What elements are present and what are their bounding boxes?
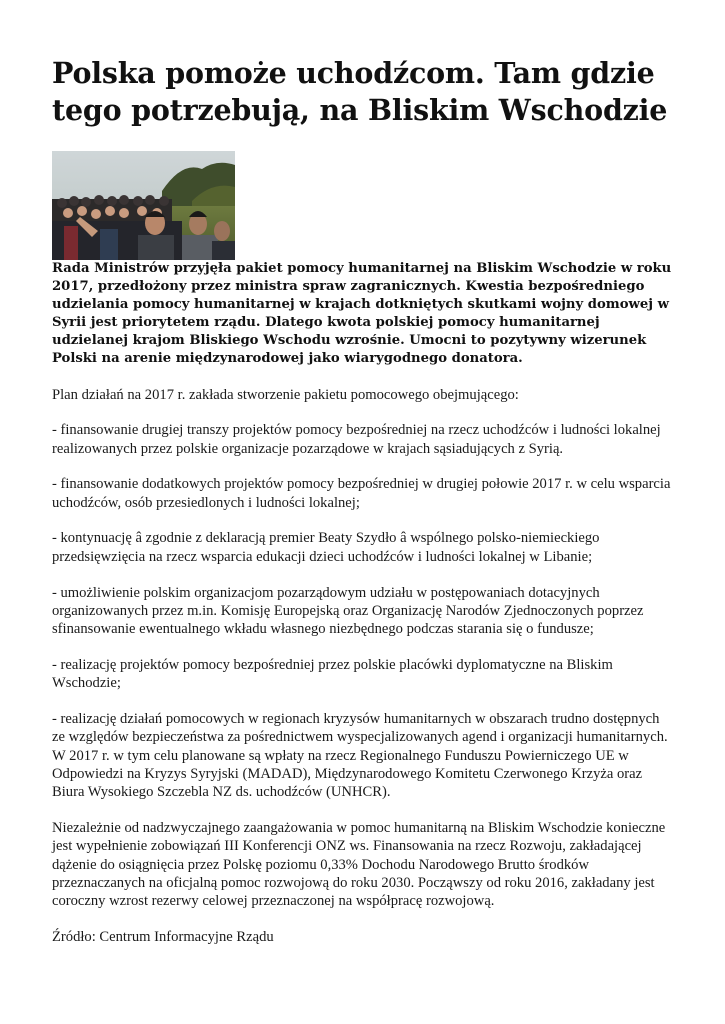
paragraph-item-2: - finansowanie dodatkowych projektów pomocy bezpośredniej w drugiej połowie 2017 r. w celu wsparcia uchodźców, osób przesiedlonych i ludności lokalnej; [52,476,671,511]
paragraph-item-3: - kontynuację â zgodnie z deklaracją premier Beaty Szydło â wspólnego polsko-niemieckiego przedsięwzięcia na rzecz wsparcia edukacji dzieci uchodźców i ludności lokalnej w Libanie; [52,530,600,565]
article-title: Polska pomoże uchodźcom. Tam gdzie tego potrzebują, na Bliskim Wschodzie [52,56,668,127]
refugees-crowd-image [52,151,235,260]
paragraph-item-5: - realizację projektów pomocy bezpośredniej przez polskie placówki dyplomatyczne na Bliskim Wschodzie; [52,656,613,692]
source-line: Źródło: Centrum Informacyjne Rządu [52,929,274,946]
paragraph-item-6: - realizację działań pomocowych w regionach kryzysów humanitarnych w obszarach trudno dostępnych ze względów bezpieczeństwa za pośrednictwem wyspecjalizowanych agend i organizacji humanitarnych. W 2017 r. w tym celu planowane są wpłaty na rzecz Regionalnego Funduszu Powierniczego UE w Odpowiedzi na Kryzys Syryjski (MADAD), Międzynarodowego Komitetu Czerwonego Krzyża oraz Biura Wysokiego Szczebla NZ ds. uchodźców (UNHCR). [52,711,668,801]
paragraph-item-1: - finansowanie drugiej transzy projektów pomocy bezpośredniej na rzecz uchodźców i ludności lokalnej realizowanych przez polskie organizacje pozarządowe w krajach sąsiadujących z Syrią. [52,422,661,457]
paragraph-item-4: - umożliwienie polskim organizacjom pozarządowym udziału w postępowaniach dotacyjnych organizowanych przez m.in. Komisję Europejską oraz Organizację Narodów Zjednoczonych poprzez sfinansowanie ewentualnego wkładu własnego niezbędnego podczas starania się o fundusze; [52,584,644,638]
paragraph-commitments: Niezależnie od nadzwyczajnego zaangażowania w pomoc humanitarną na Bliskim Wschodzie konieczne jest wypełnienie zobowiązań III Konferencji ONZ ws. Finansowania na rzecz Rozwoju, zakładającej dążenie do osiągnięcia przez Polskę poziomu 0,33% Dochodu Narodowego Brutto środków przeznaczanych na oficjalną pomoc rozwojową do roku 2030. Począwszy od roku 2016, zakładany jest coroczny wzrost rezerwy celowej przeznaczonej na współpracę rozwojową. [52,820,666,910]
article-photo [52,151,235,260]
paragraph-plan: Plan działań na 2017 r. zakłada stworzenie pakietu pomocowego obejmującego: [52,386,519,403]
article-lead: Rada Ministrów przyjęła pakiet pomocy humanitarnej na Bliskim Wschodzie w roku 2017, przedłożony przez ministra spraw zagranicznych. Kwestia bezpośredniego udzielania pomocy humanitarnej w krajach dotkniętych skutkami wojny domowej w Syrii jest priorytetem rządu. Dlatego kwota polskiej pomocy humanitarnej udzielanej krajom Bliskiego Wschodu wzrośnie. Umocni to pozytywny wizerunek Polski na arenie międzynarodowej jako wiarygodnego donatora. [52,261,672,366]
